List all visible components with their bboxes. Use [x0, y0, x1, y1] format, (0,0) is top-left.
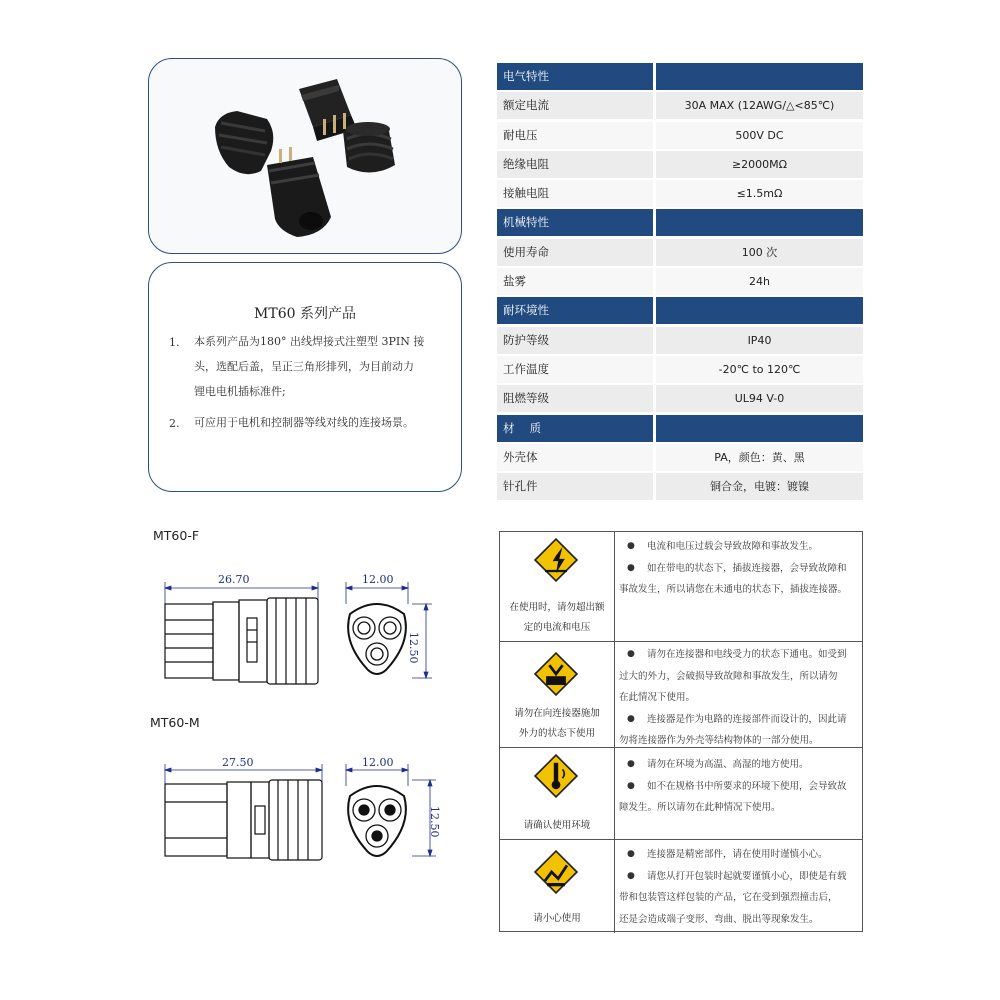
- spec-value: PA，颜色：黄、黑: [656, 444, 863, 471]
- bullet-icon: ●: [627, 849, 635, 859]
- safety-row: [500, 840, 862, 933]
- spec-row: [497, 179, 863, 208]
- spec-section-title: 材 质: [497, 415, 653, 442]
- spec-row: [497, 355, 863, 384]
- safety-text-line: 请您从打开包装时起就要谨慎小心，即使是有载: [647, 870, 847, 882]
- intro-item-number: 2.: [169, 417, 180, 430]
- safety-caption: 请小心使用: [533, 913, 581, 924]
- safety-text-line: 在此情况下使用。: [619, 692, 696, 703]
- spec-label: 工作温度: [497, 356, 653, 383]
- product-photo-card: [148, 58, 462, 254]
- force-warning-icon: [534, 652, 578, 700]
- spec-label: 耐电压: [497, 122, 653, 149]
- intro-item-text: [194, 329, 456, 404]
- safety-caption: 定的电流和电压: [523, 622, 591, 633]
- safety-row: [500, 642, 862, 748]
- environment-warning-icon: [534, 754, 578, 802]
- safety-text-cell: [619, 844, 859, 930]
- safety-left-cell: [500, 642, 615, 747]
- spec-value: 500V DC: [656, 122, 863, 149]
- spec-value: 铜合金，电镀：镀镍: [656, 473, 863, 500]
- safety-table: [499, 531, 863, 932]
- spec-label: 使用寿命: [497, 239, 653, 266]
- male-width-dimension: 12.00: [362, 756, 394, 769]
- spec-section-row: [497, 208, 863, 237]
- bullet-icon: ●: [627, 562, 635, 573]
- bullet-icon: ●: [627, 649, 635, 659]
- safety-bullet-item: [619, 754, 859, 776]
- safety-bullet-item: [619, 644, 859, 709]
- safety-left-cell: [500, 840, 615, 933]
- product-intro-card: [148, 262, 462, 492]
- male-height-dimension: 12.50: [428, 806, 441, 838]
- spec-value: 24h: [656, 268, 863, 295]
- spec-row: [497, 443, 863, 472]
- female-length-dimension: 26.70: [218, 573, 250, 586]
- spec-row: [497, 238, 863, 267]
- spec-value: ≤1.5mΩ: [656, 180, 863, 207]
- spec-value: UL94 V-0: [656, 385, 863, 412]
- spec-value: [656, 63, 863, 90]
- spec-value: [656, 209, 863, 236]
- safety-bullet-item: [619, 558, 859, 601]
- safety-caption: 请勿在向连接器施加: [514, 708, 600, 719]
- female-height-dimension: 12.50: [407, 632, 420, 664]
- safety-bullet-item: [619, 709, 859, 752]
- intro-line: 可应用于电机和控制器等线对线的连接场景。: [194, 416, 414, 429]
- model-label-male: MT60-M: [150, 715, 200, 730]
- safety-text-line: 带和包装管这样包装的产品，它在受到强烈撞击后，: [619, 892, 838, 903]
- safety-text-line: 事故发生，所以请您在未通电的状态下，插拔连接器。: [619, 584, 848, 595]
- spec-label: 接触电阻: [497, 180, 653, 207]
- spec-section-row: [497, 296, 863, 325]
- spec-section-row: [497, 62, 863, 91]
- safety-text-line: 连接器是作为电路的连接部件而设计的，因此请: [647, 713, 847, 725]
- spec-label: 盐雾: [497, 268, 653, 295]
- spec-label: 防护等级: [497, 327, 653, 354]
- connector-photo: [149, 59, 461, 253]
- spec-label: 额定电流: [497, 92, 653, 119]
- intro-item-number: 1.: [169, 336, 180, 349]
- female-width-dimension: 12.00: [362, 573, 394, 586]
- safety-text-line: 还是会造成端子变形、弯曲、脱出等现象发生。: [619, 913, 819, 925]
- bullet-icon: ●: [627, 780, 635, 791]
- safety-text-line: 过大的外力，会破损导致故障和事故发生，所以请勿: [619, 670, 838, 682]
- safety-text-line: 请勿在连接器和电线受力的状态下通电。如受到: [647, 649, 847, 660]
- safety-bullet-item: [619, 776, 859, 819]
- safety-row: [500, 748, 862, 840]
- safety-text-line: 勿将连接器作为外壳等结构物体的一部分使用。: [619, 735, 819, 746]
- spec-value: IP40: [656, 327, 863, 354]
- bullet-icon: ●: [627, 870, 635, 881]
- intro-item-text: [194, 410, 456, 435]
- safety-text-line: 如不在规格书中所要求的环境下使用，会导致故: [647, 780, 847, 792]
- male-length-dimension: 27.50: [222, 756, 254, 769]
- spec-section-title: 耐环境性: [497, 297, 653, 324]
- spec-section-row: [497, 414, 863, 443]
- safety-bullet-item: [619, 844, 859, 866]
- safety-caption: 外力的状态下使用: [518, 728, 595, 739]
- safety-text-line: 障发生。所以请勿在此种情况下使用。: [619, 802, 781, 813]
- spec-label: 阻燃等级: [497, 385, 653, 412]
- safety-text-cell: [619, 536, 859, 601]
- spec-value: 100 次: [656, 239, 863, 266]
- spec-value: 30A MAX (12AWG/△<85℃): [656, 92, 863, 119]
- spec-value: ≥2000MΩ: [656, 151, 863, 178]
- spec-value: [656, 415, 863, 442]
- spec-row: [497, 472, 863, 501]
- safety-caption: 在使用时，请勿超出额: [509, 602, 605, 613]
- spec-section-title: 机械特性: [497, 209, 653, 236]
- spec-value: -20℃ to 120℃: [656, 356, 863, 383]
- spec-row: [497, 150, 863, 179]
- bullet-icon: ●: [627, 713, 635, 724]
- model-label-female: MT60-F: [153, 528, 200, 543]
- bullet-icon: ●: [627, 759, 635, 769]
- intro-line: 锂电电机插标准件;: [194, 385, 286, 398]
- spec-row: [497, 384, 863, 413]
- bullet-icon: ●: [627, 541, 635, 551]
- spec-row: [497, 267, 863, 296]
- safety-caption: 请确认使用环境: [523, 820, 591, 831]
- electric-warning-icon: [534, 538, 578, 586]
- spec-table: [497, 62, 863, 501]
- safety-text-line: 电流和电压过载会导致故障和事故发生。: [647, 541, 819, 552]
- safety-text-line: 请勿在环境为高温、高湿的地方使用。: [647, 759, 809, 770]
- safety-left-cell: [500, 748, 615, 839]
- handle-with-care-icon: [534, 850, 578, 898]
- technical-drawings: [150, 570, 450, 870]
- safety-row: [500, 532, 862, 642]
- safety-text-cell: [619, 754, 859, 819]
- safety-text-line: 连接器是精密部件，请在使用时谨慎小心。: [647, 849, 828, 860]
- safety-text-line: 如在带电的状态下，插拔连接器，会导致故障和: [647, 562, 847, 574]
- safety-bullet-item: [619, 536, 859, 558]
- intro-line: 头，选配后盖，呈正三角形排列，为目前动力: [194, 360, 414, 373]
- spec-section-title: 电气特性: [497, 63, 653, 90]
- safety-text-cell: [619, 644, 859, 752]
- spec-row: [497, 121, 863, 150]
- spec-value: [656, 297, 863, 324]
- safety-bullet-item: [619, 866, 859, 931]
- product-title: MT60 系列产品: [254, 306, 356, 322]
- spec-label: 针孔件: [497, 473, 653, 500]
- safety-left-cell: [500, 532, 615, 641]
- spec-label: 外壳体: [497, 444, 653, 471]
- spec-row: [497, 326, 863, 355]
- spec-label: 绝缘电阻: [497, 151, 653, 178]
- spec-row: [497, 91, 863, 120]
- intro-line: 本系列产品为180° 出线焊接式注塑型 3PIN 接: [194, 335, 425, 348]
